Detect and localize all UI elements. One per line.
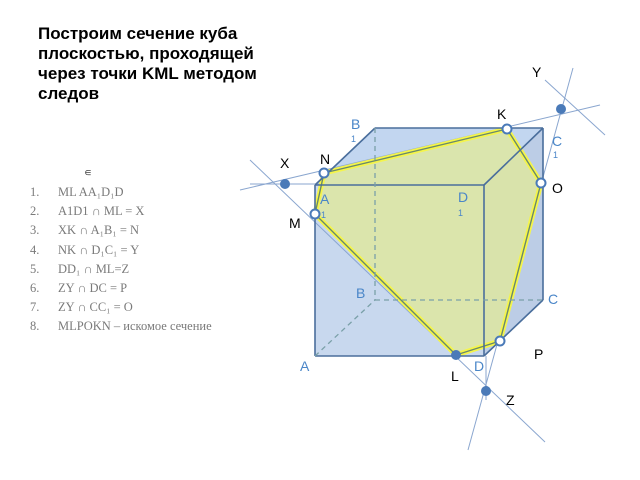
step-item: 2. A1D1 ∩ ML = X — [30, 204, 145, 219]
point-y — [556, 104, 566, 114]
step-item: 4. NK ∩ D₁C₁ = Y — [30, 242, 140, 257]
label-d: D — [474, 358, 485, 374]
label-o: O — [552, 180, 563, 196]
label-p: P — [534, 346, 544, 362]
point-z — [481, 386, 491, 396]
step-item: 6. ZY ∩ DC = P — [30, 281, 128, 296]
point-n — [320, 169, 329, 178]
label-c1: C — [552, 133, 563, 149]
point-m — [311, 210, 320, 219]
step-item: 1. ML AA₁D₁D — [30, 185, 124, 199]
label-k: K — [497, 106, 507, 122]
point-x — [280, 179, 290, 189]
element-of-symbol: ∊ — [84, 167, 92, 179]
point-p — [496, 337, 505, 346]
page-title: Построим сечение куба плоскостью, проходящей через точки KML методом следов — [38, 24, 257, 103]
trace-line-y-extension — [545, 80, 605, 135]
label-y: Y — [532, 64, 542, 80]
label-c1-sub: 1 — [553, 150, 559, 160]
label-d1: D — [458, 189, 469, 205]
label-a: A — [300, 358, 310, 374]
label-b1-sub: 1 — [351, 134, 357, 144]
point-k — [503, 125, 512, 134]
label-a1: A — [320, 191, 330, 207]
label-m: M — [289, 215, 301, 231]
step-item: 3. XK ∩ A₁B₁ = N — [30, 223, 140, 238]
label-b: B — [356, 285, 366, 301]
step-item: 7. ZY ∩ CC₁ = O — [30, 300, 133, 315]
label-x: X — [280, 155, 290, 171]
label-n: N — [320, 151, 331, 167]
step-item: 8. MLPOKN – искомое сечение — [30, 319, 212, 334]
label-c: C — [548, 291, 559, 307]
label-z: Z — [506, 392, 515, 408]
label-a1-sub: 1 — [321, 210, 327, 220]
label-d1-sub: 1 — [458, 208, 464, 218]
label-b1: B — [351, 116, 361, 132]
point-l — [451, 350, 461, 360]
step-item: 5. DD₁ ∩ ML=Z — [30, 261, 130, 276]
point-o — [537, 179, 546, 188]
label-l: L — [451, 368, 459, 384]
